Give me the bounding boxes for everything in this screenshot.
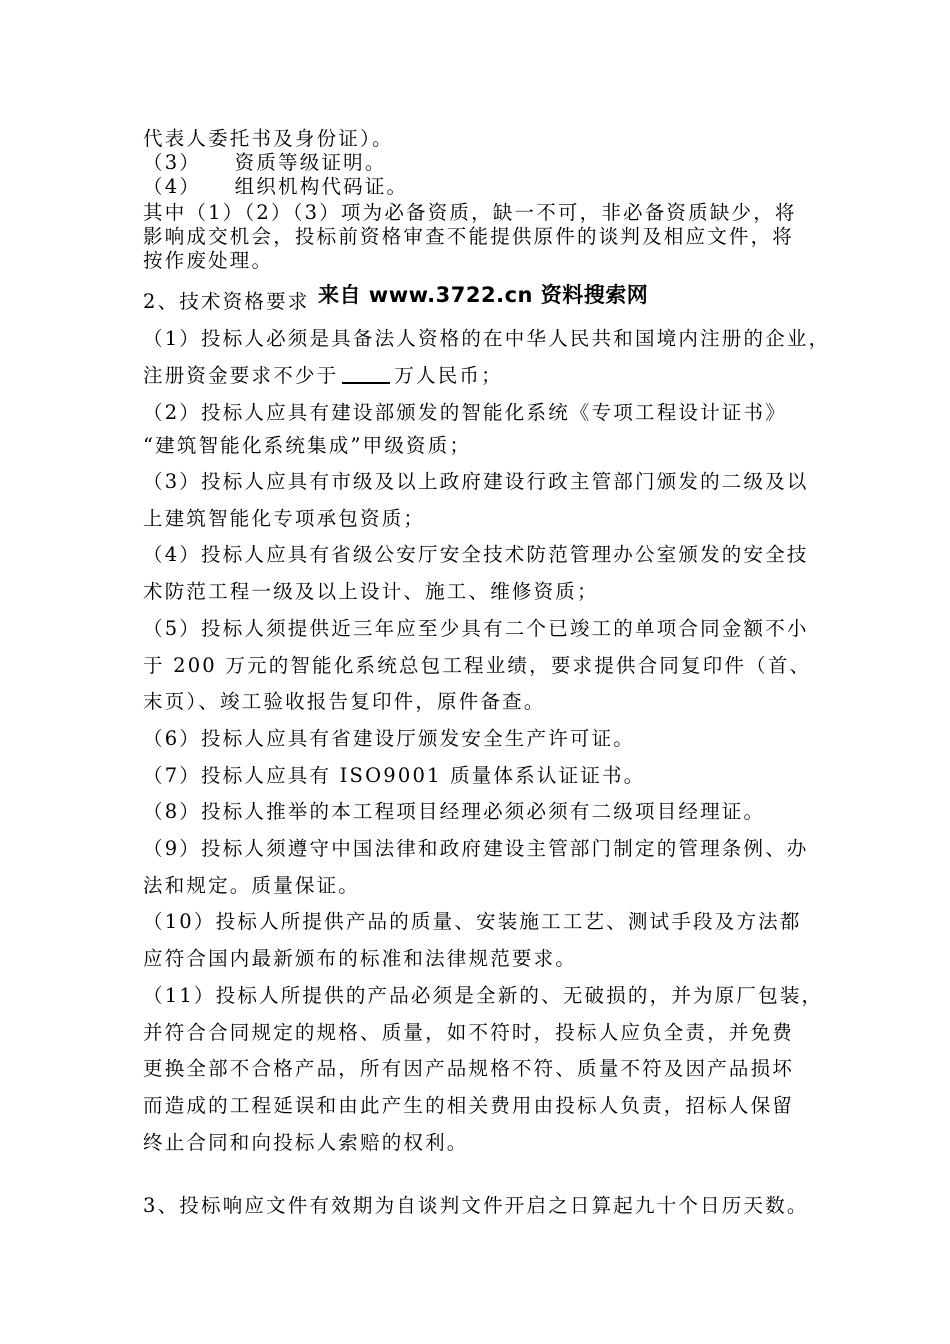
section-heading: 3、投标响应文件有效期为自谈判文件开启之日算起九十个日历天数。 (143, 1194, 809, 1217)
watermark: 来自 www.3722.cn 资料搜索网 (318, 283, 649, 307)
text-line: （9）投标人须遵守中国法律和政府建设主管部门制定的管理条例、办 (143, 837, 809, 860)
text-line: 代表人委托书及身份证）。 (143, 127, 394, 150)
text-line (143, 364, 503, 388)
text-line: 终止合同和向投标人索赔的权利。 (143, 1131, 469, 1154)
text-line: 于 200 万元的智能化系统总包工程业绩，要求提供合同复印件（首、 (143, 654, 812, 677)
text-segment: 万人民币； (394, 364, 503, 387)
text-line: （1）投标人必须是具备法人资格的在中华人民共和国境内注册的企业， (143, 327, 831, 350)
text-line: （10）投标人所提供产品的质量、安装施工工艺、测试手段及方法都 (143, 910, 802, 933)
text-line: 应符合国内最新颁布的标准和法律规范要求。 (143, 947, 578, 970)
text-line: （5）投标人须提供近三年应至少具有二个已竣工的单项合同金额不小 (143, 617, 809, 640)
text-line: （11）投标人所提供的产品必须是全新的、无破损的，并为原厂包装， (143, 984, 824, 1007)
list-item: （4） 组织机构代码证。 (143, 175, 409, 198)
text-line: （7）投标人应具有 ISO9001 质量体系认证证书。 (143, 764, 646, 787)
text-line: 其中（1）（2）（3）项为必备资质，缺一不可，非必备资质缺少，将 (143, 201, 797, 224)
fill-in-blank (342, 364, 390, 384)
text-line: 并符合合同规定的规格、质量，如不符时，投标人应负全责，并免费 (143, 1021, 795, 1044)
text-line: （4）投标人应具有省级公安厅安全技术防范管理办公室颁发的安全技 (143, 543, 809, 566)
text-line: 末页）、竣工验收报告复印件，原件备查。 (143, 690, 546, 713)
text-line: 按作废处理。 (143, 249, 274, 272)
text-segment: 注册资金要求不少于 (143, 364, 339, 387)
text-line: “建筑智能化系统集成”甲级资质； (143, 434, 472, 457)
text-line: （3）投标人应具有市级及以上政府建设行政主管部门颁发的二级及以 (143, 470, 809, 493)
text-line: 法和规定。质量保证。 (143, 874, 361, 897)
text-line: （8）投标人推举的本工程项目经理必须必须有二级项目经理证。 (143, 800, 766, 823)
text-line: （6）投标人应具有省建设厅颁发安全生产许可证。 (143, 727, 636, 750)
list-item: （3） 资质等级证明。 (143, 151, 387, 174)
text-line: （2）投标人应具有建设部颁发的智能化系统《专项工程设计证书》 (143, 401, 787, 424)
section-heading: 2、技术资格要求 (143, 290, 310, 313)
text-line: 术防范工程一级及以上设计、施工、维修资质； (143, 580, 599, 603)
text-line: 影响成交机会，投标前资格审查不能提供原件的谈判及相应文件，将 (143, 225, 795, 248)
text-line: 而造成的工程延误和由此产生的相关费用由投标人负责，招标人保留 (143, 1094, 795, 1117)
text-line: 更换全部不合格产品，所有因产品规格不符、质量不符及因产品损坏 (143, 1057, 795, 1080)
text-line: 上建筑智能化专项承包资质； (143, 507, 426, 530)
